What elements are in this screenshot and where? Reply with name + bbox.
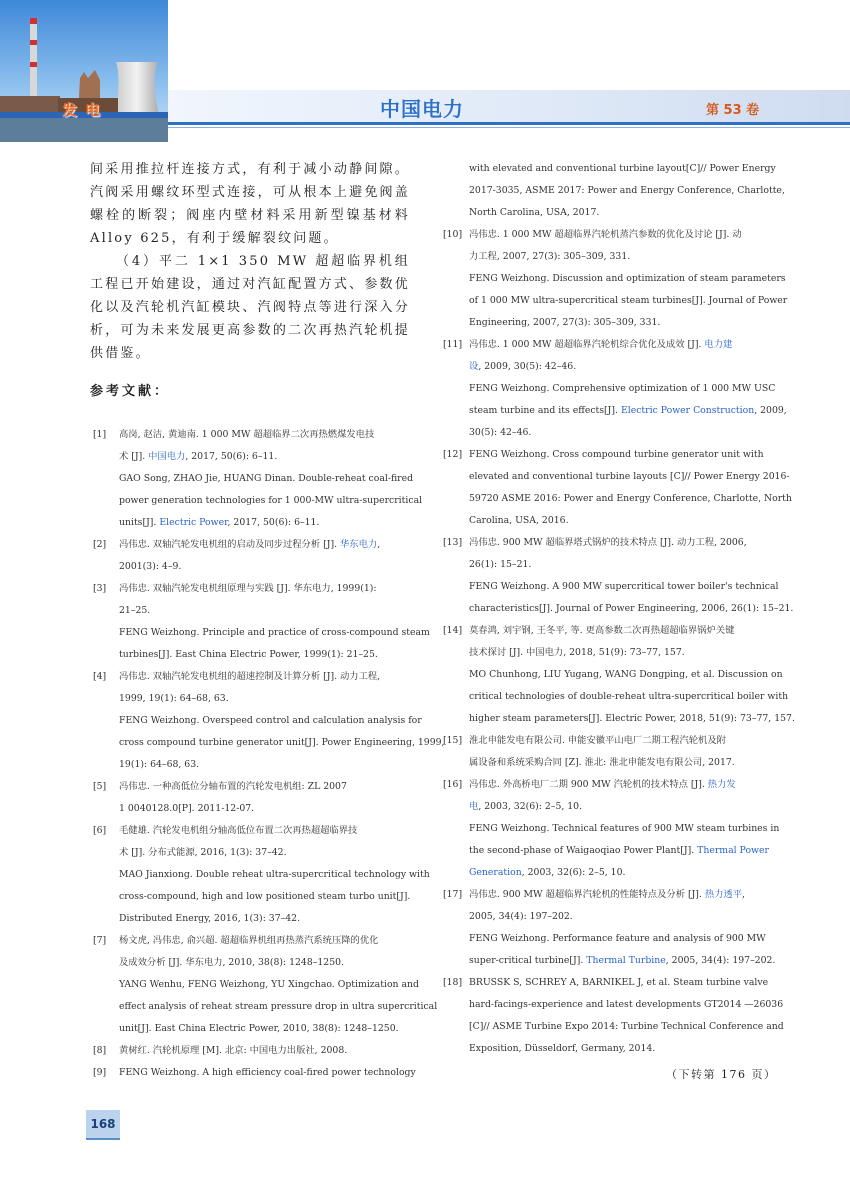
reference-segment: 2001(3): 4–9. — [119, 561, 182, 572]
reference-segment: 冯伟忠. 900 MW 超临界塔式锅炉的技术特点 [J]. 动力工程, 2006, — [469, 537, 747, 548]
reference-segment: 及成效分析 [J]. 华东电力, 2010, 38(8): 1248–1250. — [119, 957, 345, 968]
reference-segment: steam turbine and its effects[J]. — [469, 405, 621, 416]
reference-line — [469, 334, 759, 356]
power-plant-photo — [0, 0, 168, 142]
reference-text — [469, 972, 784, 1060]
reference-segment: 淮北申能发电有限公司. 申能安徽平山电厂二期工程汽轮机及附 — [469, 735, 726, 746]
reference-line — [469, 268, 786, 290]
reference-line — [469, 554, 759, 576]
reference-line — [469, 664, 783, 686]
reference-segment: , — [742, 889, 746, 900]
journal-link[interactable]: 热力发 — [707, 779, 736, 790]
reference-segment: 2017-3035, ASME 2017: Power and Energy Conference, Charlotte, — [469, 185, 785, 196]
reference-line — [469, 928, 766, 950]
page-number-rule — [86, 1138, 120, 1140]
reference-segment: 冯伟忠. 一种高低位分轴布置的汽轮发电机组: ZL 2007 — [119, 781, 347, 792]
journal-title: 中国电力 — [380, 97, 464, 121]
reference-number: [10] — [443, 229, 463, 240]
reference-number: [18] — [443, 977, 463, 988]
reference-segment: FENG Weizhong. Technical features of 900 MW steam turbines in — [469, 823, 780, 834]
reference-line — [469, 972, 769, 994]
reference-line — [469, 466, 790, 488]
reference-segment: 高岗, 赵洁, 黄迪南. 1 000 MW 超超临界二次再热燃煤发电技 — [119, 429, 375, 440]
reference-number: [6] — [93, 825, 107, 836]
reference-line — [119, 820, 409, 842]
reference-segment: super-critical turbine[J]. — [469, 955, 587, 966]
reference-segment: FENG Weizhong. Performance feature and analysis of 900 MW — [469, 933, 766, 944]
body-paragraph-2: （4）平二 1×1 350 MW 超超临界机组工程已开始建设，通过对汽缸配置方式、参数优化以及汽轮机汽缸模块、汽阀特点等进行深入分析，可为未来发展更高参数的二次再热汽轮机提供借鉴。 — [90, 254, 410, 361]
reference-line — [469, 994, 784, 1016]
reference-segment: YANG Wenhu, FENG Weizhong, YU Xingchao. Optimization and — [119, 979, 419, 990]
reference-number: [13] — [443, 537, 463, 548]
reference-segment: GAO Song, ZHAO Jie, HUANG Dinan. Double-reheat coal-fired — [119, 473, 414, 484]
reference-text — [119, 930, 438, 1040]
reference-line — [119, 842, 409, 864]
reference-segment: FENG Weizhong. Overspeed control and calculation analysis for — [119, 715, 422, 726]
reference-text — [469, 532, 794, 620]
reference-segment: , 2009, 30(5): 42–46. — [478, 361, 577, 372]
reference-segment: 属设备和系统采购合同 [Z]. 淮北: 淮北申能发电有限公司, 2017. — [469, 757, 735, 768]
journal-link[interactable]: 中国电力 — [148, 451, 186, 462]
reference-segment: 杨文虎, 冯伟忠, 俞兴超. 超超临界机组再热蒸汽系统压降的优化 — [119, 935, 379, 946]
reference-line — [469, 950, 776, 972]
reference-number: [5] — [93, 781, 107, 792]
reference-text — [469, 730, 759, 774]
reference-segment: FENG Weizhong. Principle and practice of cross-compound steam — [119, 627, 430, 638]
reference-segment: [C]// ASME Turbine Expo 2014: Turbine Technical Conference and — [469, 1021, 784, 1032]
references-heading: 参考文献： — [90, 384, 171, 399]
reference-segment: cross compound turbine generator unit[J]. Power Engineering, 1999, — [119, 737, 445, 748]
reference-segment: 冯伟忠. 双轴汽轮发电机组的超速控制及计算分析 [J]. 动力工程, — [119, 671, 381, 682]
reference-segment: higher steam parameters[J]. Electric Power, 2018, 51(9): 73–77, 157. — [469, 713, 795, 724]
reference-line — [119, 776, 409, 798]
header-rule-thin — [168, 127, 850, 128]
reference-line — [469, 224, 759, 246]
reference-number: [1] — [93, 429, 107, 440]
journal-link[interactable]: Electric Power Construction — [620, 405, 755, 416]
reference-line — [469, 620, 759, 642]
reference-number: [16] — [443, 779, 463, 790]
journal-link[interactable]: 电 — [469, 801, 479, 812]
reference-segment: 1 0040128.0[P]. 2011-12-07. — [119, 803, 255, 814]
reference-line — [119, 952, 409, 974]
reference-line — [119, 710, 422, 732]
reference-text — [469, 620, 795, 730]
reference-segment: , 2005, 34(4): 197–202. — [665, 955, 776, 966]
reference-line — [119, 996, 438, 1018]
journal-link[interactable]: Electric Power — [159, 517, 228, 528]
reference-line — [469, 488, 792, 510]
reference-line — [119, 644, 409, 666]
page-header — [0, 0, 850, 142]
reference-text — [469, 884, 776, 972]
reference-segment: FENG Weizhong. Comprehensive optimization of 1 000 MW USC — [469, 383, 776, 394]
reference-number: [3] — [93, 583, 107, 594]
reference-text — [119, 534, 409, 578]
reference-line — [119, 600, 409, 622]
reference-line — [469, 862, 759, 884]
reference-segment: characteristics[J]. Journal of Power Engineering, 2006, 26(1): 15–21. — [469, 603, 794, 614]
reference-line — [469, 158, 776, 180]
reference-line — [119, 556, 409, 578]
reference-segment: , 2017, 50(6): 6–11. — [227, 517, 320, 528]
reference-line — [469, 598, 794, 620]
reference-segment: MAO Jianxiong. Double reheat ultra-supercritical technology with — [119, 869, 430, 880]
reference-text — [469, 158, 785, 224]
reference-line — [469, 774, 759, 796]
reference-segment: of 1 000 MW ultra-supercritical steam turbines[J]. Journal of Power — [469, 295, 788, 306]
reference-line — [119, 424, 409, 446]
header-rule — [168, 122, 850, 125]
reference-line — [119, 908, 409, 930]
reference-segment: Exposition, Düsseldorf, Germany, 2014. — [469, 1043, 656, 1054]
reference-segment: BRUSSK S, SCHREY A, BARNIKEL J, et al. Steam turbine valve — [469, 977, 769, 988]
reference-segment: the second-phase of Waigaoqiao Power Plant[J]. — [469, 845, 698, 856]
reference-segment: , 2003, 32(6): 2–5, 10. — [521, 867, 626, 878]
reference-segment: turbines[J]. East China Electric Power, 1999(1): 21–25. — [119, 649, 378, 660]
reference-number: [12] — [443, 449, 463, 460]
reference-line — [119, 534, 409, 556]
reference-line — [469, 818, 780, 840]
reference-segment: FENG Weizhong. A high efficiency coal-fired power technology — [119, 1067, 416, 1078]
reference-text — [469, 444, 792, 532]
reference-line — [469, 180, 785, 202]
reference-segment: FENG Weizhong. Discussion and optimization of steam parameters — [469, 273, 786, 284]
reference-line — [469, 796, 759, 818]
reference-text — [119, 666, 445, 776]
reference-segment: 力工程, 2007, 27(3): 305–309, 331. — [469, 251, 631, 262]
reference-line — [119, 1062, 416, 1084]
reference-segment: 1999, 19(1): 64–68, 63. — [119, 693, 229, 704]
reference-line — [469, 290, 788, 312]
reference-segment: 26(1): 15–21. — [469, 559, 532, 570]
reference-line — [119, 490, 423, 512]
reference-segment: 黄树红. 汽轮机原理 [M]. 北京: 中国电力出版社, 2008. — [119, 1045, 348, 1056]
reference-line — [469, 642, 759, 664]
reference-segment: elevated and conventional turbine layouts [C]// Power Energy 2016- — [469, 471, 790, 482]
reference-segment: 技术探讨 [J]. 中国电力, 2018, 51(9): 73–77, 157. — [469, 647, 685, 658]
reference-line — [469, 1038, 759, 1060]
journal-link[interactable]: Thermal Turbine — [586, 955, 666, 966]
body-paragraph-1: 间采用推拉杆连接方式，有利于减小动静间隙。汽阀采用螺纹环型式连接，可从根本上避免阀盖螺栓的断裂；阀座内壁材料采用新型镍基材料 Alloy 625，有利于缓解裂纹问题。 — [90, 162, 410, 246]
reference-segment: , 2017, 50(6): 6–11. — [185, 451, 278, 462]
reference-text — [119, 1062, 416, 1084]
reference-line — [119, 1040, 409, 1062]
reference-segment: Carolina, USA, 2016. — [469, 515, 569, 526]
reference-line — [119, 622, 430, 644]
reference-segment: Engineering, 2007, 27(3): 305–309, 331. — [469, 317, 661, 328]
reference-line — [469, 510, 759, 532]
reference-line — [119, 468, 414, 490]
reference-segment: , — [377, 539, 381, 550]
reference-line — [119, 688, 409, 710]
journal-link[interactable]: 热力透平 — [704, 889, 743, 900]
volume-label: 第 53 卷 — [706, 103, 760, 118]
reference-line — [469, 202, 759, 224]
reference-number: [11] — [443, 339, 463, 350]
reference-text — [119, 578, 430, 666]
reference-segment: FENG Weizhong. Cross compound turbine generator unit with — [469, 449, 764, 460]
reference-line — [469, 400, 787, 422]
reference-line — [469, 312, 759, 334]
reference-line — [119, 446, 409, 468]
journal-link[interactable]: Generation — [469, 867, 522, 878]
reference-segment: Distributed Energy, 2016, 1(3): 37–42. — [119, 913, 301, 924]
reference-line — [469, 730, 759, 752]
journal-link[interactable]: 电力建 — [704, 339, 733, 350]
reference-segment: 冯伟忠. 1 000 MW 超超临界汽轮机蒸汽参数的优化及讨论 [J]. 动 — [469, 229, 742, 240]
reference-line — [119, 974, 419, 996]
reference-segment: 冯伟忠. 双轴汽轮发电机组原理与实践 [J]. 华东电力, 1999(1): — [119, 583, 377, 594]
reference-segment: 毛健雄. 汽轮发电机组分轴高低位布置二次再热超超临界技 — [119, 825, 358, 836]
reference-segment: 21–25. — [119, 605, 151, 616]
reference-segment: with elevated and conventional turbine layout[C]// Power Energy — [469, 163, 776, 174]
reference-text — [469, 334, 787, 444]
reference-number: [7] — [93, 935, 107, 946]
reference-line — [119, 864, 430, 886]
reference-number: [17] — [443, 889, 463, 900]
reference-line — [119, 798, 409, 820]
reference-line — [119, 732, 445, 754]
reference-line — [469, 378, 776, 400]
reference-line — [469, 840, 769, 862]
reference-segment: 30(5): 42–46. — [469, 427, 532, 438]
reference-line — [469, 576, 779, 598]
reference-segment: MO Chunhong, LIU Yugang, WANG Dongping, et al. Discussion on — [469, 669, 783, 680]
reference-segment: North Carolina, USA, 2017. — [469, 207, 600, 218]
journal-link[interactable]: 设 — [469, 361, 479, 372]
reference-line — [119, 1018, 409, 1040]
section-tag: 发电 — [62, 101, 109, 119]
reference-segment: 术 [J]. — [119, 451, 149, 462]
reference-line — [119, 666, 409, 688]
reference-line — [119, 886, 409, 908]
reference-segment: 冯伟忠. 外高桥电厂二期 900 MW 汽轮机的技术特点 [J]. — [469, 779, 708, 790]
reference-number: [4] — [93, 671, 107, 682]
reference-line — [469, 422, 759, 444]
reference-text — [119, 424, 423, 534]
reference-line — [469, 686, 789, 708]
reference-text — [469, 774, 780, 884]
reference-number: [15] — [443, 735, 463, 746]
reference-line — [119, 512, 409, 534]
reference-line — [469, 884, 759, 906]
reference-segment: units[J]. — [119, 517, 160, 528]
reference-segment: 冯伟忠. 1 000 MW 超超临界汽轮机综合优化及成效 [J]. — [469, 339, 705, 350]
reference-text — [119, 776, 409, 820]
reference-line — [469, 246, 759, 268]
reference-line — [119, 578, 409, 600]
reference-number: [8] — [93, 1045, 107, 1056]
reference-segment: 59720 ASME 2016: Power and Energy Conference, Charlotte, North — [469, 493, 792, 504]
reference-line — [469, 356, 759, 378]
reference-line — [469, 532, 759, 554]
reference-line — [469, 444, 764, 466]
reference-text — [469, 224, 788, 334]
reference-line — [469, 752, 759, 774]
reference-segment: critical technologies of double-reheat ultra-supercritical boiler with — [469, 691, 789, 702]
reference-segment: 2005, 34(4): 197–202. — [469, 911, 573, 922]
reference-number: [14] — [443, 625, 463, 636]
reference-segment: effect analysis of reheat stream pressure drop in ultra supercritical — [119, 1001, 438, 1012]
reference-segment: 冯伟忠. 900 MW 超超临界汽轮机的性能特点及分析 [J]. — [469, 889, 705, 900]
reference-segment: 莫春鸿, 刘宇钢, 王冬平, 等. 更高参数二次再热超超临界锅炉关键 — [469, 625, 735, 636]
reference-text — [119, 820, 430, 930]
reference-line — [469, 906, 759, 928]
journal-link[interactable]: 华东电力 — [340, 539, 378, 550]
reference-line — [119, 930, 409, 952]
reference-segment: 冯伟忠. 双轴汽轮发电机组的启动及同步过程分析 [J]. — [119, 539, 340, 550]
reference-text — [119, 1040, 409, 1062]
reference-segment: unit[J]. East China Electric Power, 2010, 38(8): 1248–1250. — [119, 1023, 399, 1034]
reference-segment: , 2003, 32(6): 2–5, 10. — [478, 801, 583, 812]
reference-segment: , 2009, — [754, 405, 787, 416]
reference-number: [2] — [93, 539, 107, 550]
reference-number: [9] — [93, 1067, 107, 1078]
reference-segment: 术 [J]. 分布式能源, 2016, 1(3): 37–42. — [119, 847, 287, 858]
reference-line — [469, 1016, 784, 1038]
reference-segment: FENG Weizhong. A 900 MW supercritical tower boiler's technical — [469, 581, 779, 592]
journal-link[interactable]: Thermal Power — [697, 845, 769, 856]
reference-segment: 19(1): 64–68, 63. — [119, 759, 200, 770]
reference-line — [469, 708, 795, 730]
continued-note: （下转第 176 页） — [666, 1068, 777, 1081]
reference-segment: cross-compound, high and low positioned steam turbo unit[J]. — [119, 891, 411, 902]
reference-line — [119, 754, 409, 776]
page-number: 168 — [86, 1110, 120, 1138]
reference-segment: hard-facings-experience and latest developments GT2014 —26036 — [469, 999, 784, 1010]
reference-segment: power generation technologies for 1 000-MW ultra-supercritical — [119, 495, 423, 506]
